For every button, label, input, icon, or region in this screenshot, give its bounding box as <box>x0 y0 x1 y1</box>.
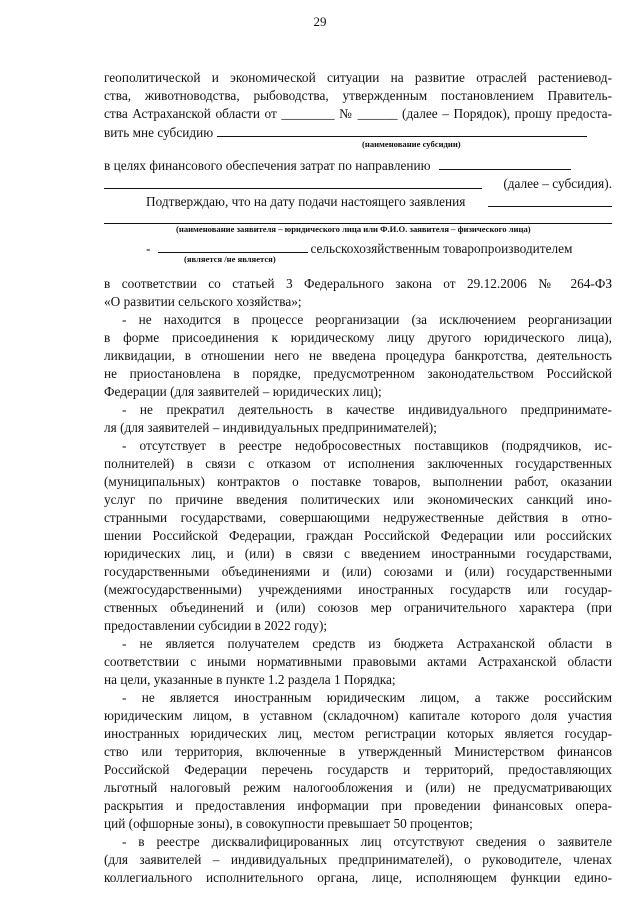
text-line: странными государствами, совершающими недружественные действия в отно- <box>104 510 612 525</box>
direction-field[interactable] <box>439 157 571 170</box>
status-field[interactable] <box>158 240 308 253</box>
direction-line <box>104 157 614 174</box>
subsidy-line-label: вить мне субсидию <box>104 125 214 140</box>
text-line: - не прекратил деятельность в качестве индивидуального предпринимате- <box>122 402 612 417</box>
text-line: ства Астраханской области от ________ № ______ (далее – Порядок), прошу предоста- <box>104 106 612 121</box>
text-line: льготный налоговый режим налогообложения и (или) не предусматривающих <box>104 780 612 795</box>
text-line: ства, животноводства, рыбоводства, утвержденным постановлением Правитель- <box>104 88 612 103</box>
text-line: - не находится в процессе реорганизации (за исключением реорганизации <box>122 312 612 327</box>
text-line: коллегиального исполнительного органа, лице, исполняющем функции едино- <box>104 870 612 885</box>
direction-line-label: в целях финансового обеспечения затрат по направлению <box>104 158 431 173</box>
subsidy-line <box>104 124 612 141</box>
text-line: (межгосударственными) учреждениями иностранных государств или государ- <box>104 582 612 597</box>
caption-is: (является /не является) <box>184 254 276 264</box>
text-line: на цели, указанные в пункте 1.2 раздела 1 Порядка; <box>104 672 396 687</box>
text-line: в соответствии со статьей 3 Федерального закона от 29.12.2006 № 264-ФЗ <box>104 276 612 291</box>
caption-applicant: (наименование заявителя – юридического лица или Ф.И.О. заявителя – физического лица) <box>176 224 531 234</box>
text-line: - в реестре дисквалифицированных лиц отсутствуют сведения о заявителе <box>122 834 612 849</box>
text-line: ций (офшорные зоны), в совокупности превышает 50 процентов; <box>104 816 473 831</box>
text-line: ликвидации, в отношении него не введена процедура банкротства, деятельность <box>104 348 612 363</box>
text-line: (муниципальных) контрактов о поставке товаров, выполнении работ, оказании <box>104 474 612 489</box>
text-line: геополитической и экономической ситуации на развитие отраслей растениевод- <box>104 70 612 85</box>
text-line: юридических лиц, и (или) в связи с введением иностранными государствами, <box>104 546 612 561</box>
text-line: «О развитии сельского хозяйства»; <box>104 294 302 309</box>
text-line: полнителей) в связи с отказом от исполнения заключенных государственных <box>104 456 612 471</box>
text-line: - отсутствует в реестре недобросовестных поставщиков (подрядчиков, ис- <box>122 438 612 453</box>
text-line: ственных объединений и (или) союзов мер ограничительного характера (при <box>104 600 612 615</box>
text-line: ля (для заявителей – индивидуальных предпринимателей); <box>104 420 437 435</box>
text-line: не приостановлена в порядке, предусмотренном законодательством Российской <box>104 366 612 381</box>
caption-subsidy: (наименование субсидии) <box>362 139 461 149</box>
text-line: государственными объединениями и (или) союзами и (или) государственными <box>104 564 612 579</box>
text-line: соответствии с иными нормативными правовыми актами Астраханской области <box>104 654 612 669</box>
status-dash: - <box>146 241 151 256</box>
text-line: - не является иностранным юридическим лицом, а также российским <box>122 690 612 705</box>
text-line: услуг по причине введения политических или экономических санкций ино- <box>104 492 612 507</box>
direction-field-continued[interactable] <box>104 188 482 189</box>
subsidy-name-field[interactable] <box>217 124 587 137</box>
text-line: Федерации (для заявителей – юридических лиц); <box>104 384 382 399</box>
text-line: шении Российской Федерации, граждан Российской Федерации или российских <box>104 528 612 543</box>
text-line: - не является получателем средств из бюджета Астраханской области в <box>122 636 612 651</box>
text-line: (для заявителей – индивидуальных предпринимателей), о руководителе, членах <box>104 852 612 867</box>
applicant-field-start[interactable] <box>488 206 612 207</box>
text-line: иностранных юридических лиц, местом регистрации которых является государ- <box>104 726 612 741</box>
text-line: Российской Федерации перечень государств и территорий, предоставляющих <box>104 762 612 777</box>
text-line: в форме присоединения к юридическому лицу другого юридического лица), <box>104 330 612 345</box>
status-label: сельскохозяйственным товаропроизводителем <box>310 241 573 256</box>
text-line: предоставлении субсидии в 2022 году); <box>104 618 328 633</box>
subsidy-note: (далее – субсидия). <box>503 176 612 191</box>
page-number: 29 <box>313 14 327 29</box>
confirm-line: Подтверждаю, что на дату подачи настоящего заявления <box>146 194 466 209</box>
text-line: юридическим лицом, в уставном (складочном) капитале которого доля участия <box>104 708 612 723</box>
text-line: ство или территория, включенные в утвержденный Министерством финансов <box>104 744 612 759</box>
text-line: раскрытия и предоставления информации при проведении финансовых опера- <box>104 798 612 813</box>
